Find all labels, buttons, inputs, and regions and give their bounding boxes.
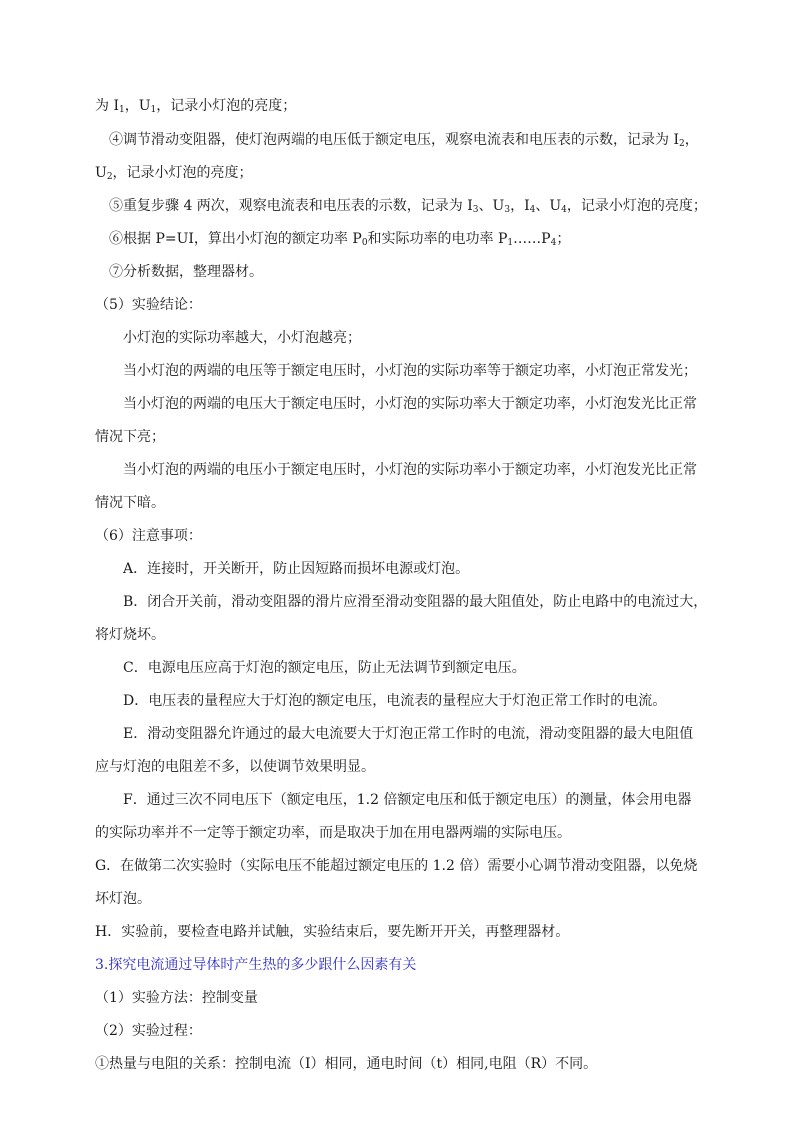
note-g: G．在做第二次实验时（实际电压不能超过额定电压的 1.2 倍）需要小心调节滑动变阻器，以免烧 bbox=[95, 858, 698, 874]
conclusion-4-continued: 情况下暗。 bbox=[95, 495, 165, 511]
note-e-continued: 应与灯泡的电阻差不多，以使调节效果明显。 bbox=[95, 759, 375, 775]
step-7: ⑦分析数据，整理器材。 bbox=[109, 264, 263, 280]
subsection-2: （2）实验过程： bbox=[95, 1023, 202, 1039]
note-h: H．实验前，要检查电路并试触，实验结束后，要先断开开关，再整理器材。 bbox=[95, 924, 570, 940]
step-4: ④调节滑动变阻器，使灯泡两端的电压低于额定电压，观察电流表和电压表的示数，记录为 $I_2$， bbox=[109, 132, 699, 149]
step-3-continued: 为 $I_1$，$U_1$，记录小灯泡的亮度； bbox=[95, 98, 297, 115]
note-a: A．连接时，开关断开，防止因短路而损坏电源或灯泡。 bbox=[123, 561, 470, 577]
note-d: D．电压表的量程应大于灯泡的额定电压，电流表的量程应大于灯泡正常工作时的电流。 bbox=[123, 693, 667, 709]
section-3-heading: 3.探究电流通过导体时产生热的多少跟什么因素有关 bbox=[95, 957, 417, 973]
step-4-continued: $U_2$，记录小灯泡的亮度； bbox=[95, 165, 253, 182]
conclusion-1: 小灯泡的实际功率越大，小灯泡越亮； bbox=[123, 330, 361, 346]
section-5-heading: （5）实验结论： bbox=[95, 297, 202, 313]
step-5: ⑤重复步骤 4 两次，观察电流表和电压表的示数，记录为 $I_3$、$U_3$，$I_4$、$U_4$，记录小灯泡的亮度； bbox=[109, 198, 707, 215]
conclusion-4: 当小灯泡的两端的电压小于额定电压时，小灯泡的实际功率小于额定功率，小灯泡发光比正常 bbox=[123, 462, 697, 478]
step-6: ⑥根据 P=UI，算出小灯泡的额定功率 $P_0$和实际功率的电功率 $P_1\dots\dots P_4$； bbox=[109, 231, 571, 248]
note-e: E．滑动变阻器允许通过的最大电流要大于灯泡正常工作时的电流，滑动变阻器的最大电阻值 bbox=[123, 726, 694, 742]
note-c: C．电源电压应高于灯泡的额定电压，防止无法调节到额定电压。 bbox=[123, 660, 526, 676]
note-f-continued: 的实际功率并不一定等于额定功率，而是取决于加在用电器两端的实际电压。 bbox=[95, 825, 571, 841]
note-b: B．闭合开关前，滑动变阻器的滑片应滑至滑动变阻器的最大阻值处，防止电路中的电流过大， bbox=[123, 594, 708, 610]
conclusion-3: 当小灯泡的两端的电压大于额定电压时，小灯泡的实际功率大于额定功率，小灯泡发光比正常 bbox=[123, 396, 697, 412]
conclusion-2: 当小灯泡的两端的电压等于额定电压时，小灯泡的实际功率等于额定功率，小灯泡正常发光； bbox=[123, 363, 697, 379]
conclusion-3-continued: 情况下亮； bbox=[95, 429, 165, 445]
note-g-continued: 坏灯泡。 bbox=[95, 891, 151, 907]
process-item-1: ①热量与电阻的关系：控制电流（I）相同，通电时间（t）相同,电阻（R）不同。 bbox=[95, 1056, 598, 1072]
subsection-1: （1）实验方法：控制变量 bbox=[95, 990, 258, 1006]
note-b-continued: 将灯烧坏。 bbox=[95, 627, 165, 643]
note-f: F．通过三次不同电压下（额定电压，1.2 倍额定电压和低于额定电压）的测量，体会用电器 bbox=[123, 792, 692, 808]
section-6-heading: （6）注意事项： bbox=[95, 528, 202, 544]
